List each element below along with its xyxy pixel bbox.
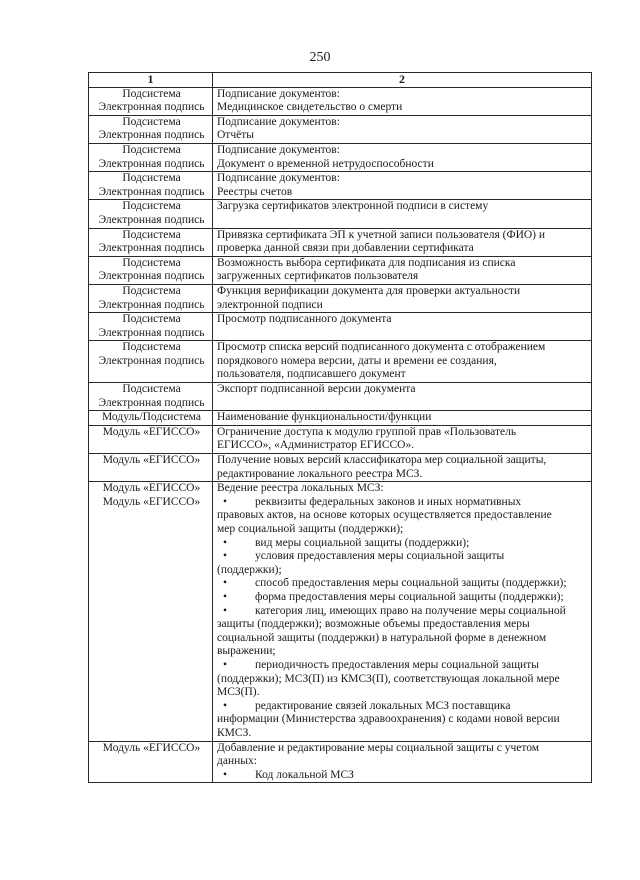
module-cell <box>89 383 213 411</box>
function-text: Просмотр списка версий подписанного документа с отображением <box>217 341 546 354</box>
module-name: Модуль «ЕГИССО» <box>102 454 201 467</box>
bullet-line <box>217 550 589 564</box>
table-row <box>89 741 592 783</box>
function-text: Подписание документов: <box>217 143 340 156</box>
column-header-1: 1 <box>89 73 213 88</box>
module-cell <box>89 454 213 482</box>
function-text: Получение новых версий классификатора мер социальной защиты, <box>217 454 547 467</box>
table-row <box>89 143 592 171</box>
module-name: Подсистема <box>122 228 181 241</box>
bullet-icon: • <box>223 495 228 508</box>
function-cell <box>213 143 592 171</box>
bullet-text: реквизиты федеральных законов и иных нормативных <box>255 495 522 508</box>
bullet-text: (поддержки); <box>217 563 282 576</box>
table-row <box>89 200 592 228</box>
function-text: Подписание документов: <box>217 172 340 185</box>
bullet-icon: • <box>223 658 228 671</box>
module-name: Электронная подпись <box>98 270 205 283</box>
function-cell <box>213 115 592 143</box>
module-cell <box>89 425 213 453</box>
function-cell <box>213 425 592 453</box>
bullet-item <box>217 605 589 659</box>
module-name: Подсистема <box>122 341 181 354</box>
function-text: Медицинское свидетельство о смерти <box>217 101 403 114</box>
bullet-line <box>217 659 589 673</box>
module-name: Подсистема <box>122 256 181 269</box>
function-text: Подписание документов: <box>217 115 340 128</box>
function-text: Ограничение доступа к модулю группой прав «Пользователь <box>217 425 517 438</box>
module-name: Электронная подпись <box>98 213 205 226</box>
bullet-text: правовых актов, на основе которых осуществляется предоставление <box>217 509 552 522</box>
function-text: Функция верификации документа для проверки актуальности <box>217 284 521 297</box>
table-row <box>89 383 592 411</box>
bullet-text: МСЗ(П). <box>217 686 260 699</box>
function-text: Привязка сертификата ЭП к учетной записи пользователя (ФИО) и <box>217 228 546 241</box>
module-cell <box>89 143 213 171</box>
module-name: Модуль «ЕГИССО» <box>102 425 201 438</box>
function-cell <box>213 87 592 115</box>
bullet-text: категория лиц, имеющих право на получение меры социальной <box>255 604 566 617</box>
function-cell <box>213 284 592 312</box>
bullet-line <box>217 686 589 700</box>
bullet-line <box>217 523 589 537</box>
function-intro: данных: <box>217 755 257 768</box>
bullet-text: форма предоставления меры социальной защиты (поддержки); <box>255 590 564 603</box>
function-cell <box>213 454 592 482</box>
function-text: Возможность выбора сертификата для подписания из списка <box>217 256 516 269</box>
table-row <box>89 411 592 426</box>
module-name: Подсистема <box>122 313 181 326</box>
module-name: Электронная подпись <box>98 354 205 367</box>
table-row <box>89 425 592 453</box>
bullet-item <box>217 700 589 741</box>
module-name: Подсистема <box>122 383 181 396</box>
bullet-text: мер социальной защиты (поддержки); <box>217 523 404 535</box>
bullet-line <box>217 537 589 551</box>
table-row <box>89 115 592 143</box>
bullet-icon: • <box>223 550 228 563</box>
table-row <box>89 454 592 482</box>
bullet-text: периодичность предоставления меры социальной защиты <box>255 658 539 671</box>
module-name: Электронная подпись <box>98 157 205 170</box>
table-header-row <box>89 73 592 88</box>
bullet-text: выражении; <box>217 645 276 658</box>
bullet-item <box>217 537 589 551</box>
table-row <box>89 313 592 341</box>
function-cell <box>213 411 592 426</box>
bullet-text: способ предоставления меры социальной защиты (поддержки); <box>255 577 567 590</box>
bullet-line <box>217 577 589 591</box>
function-text: Подписание документов: <box>217 87 340 100</box>
function-text: Экспорт подписанной версии документа <box>217 383 416 396</box>
module-cell <box>89 741 213 783</box>
bullet-item <box>217 496 589 537</box>
table-row <box>89 256 592 284</box>
function-intro: Ведение реестра локальных МСЗ: <box>217 482 384 495</box>
table-row <box>89 284 592 312</box>
function-text: порядкового номера версии, даты и времени ее создания, <box>217 354 497 367</box>
page-number: 250 <box>309 50 331 65</box>
bullet-line <box>217 673 589 687</box>
function-intro: Добавление и редактирование меры социальной защиты с учетом <box>217 741 540 754</box>
function-cell <box>213 341 592 383</box>
bullet-line <box>217 496 589 510</box>
module-name: Подсистема <box>122 200 181 213</box>
bullet-item <box>217 591 589 605</box>
bullet-text: условия предоставления меры социальной защиты <box>255 550 505 563</box>
function-text: пользователя, подписавшего документ <box>217 368 406 381</box>
module-cell <box>89 313 213 341</box>
module-cell <box>89 341 213 383</box>
module-cell <box>89 256 213 284</box>
function-text: проверка данной связи при добавлении сертификата <box>217 242 474 255</box>
functionality-table <box>88 72 592 783</box>
module-name: Модуль «ЕГИССО» <box>102 482 201 495</box>
function-cell <box>213 256 592 284</box>
function-text: электронной подписи <box>217 298 323 311</box>
module-name: Электронная подпись <box>98 298 205 311</box>
bullet-icon: • <box>223 590 228 603</box>
function-text: Наименование функциональности/функции <box>217 411 432 424</box>
bullet-icon: • <box>223 536 228 549</box>
column-header-2: 2 <box>213 73 592 88</box>
bullet-text: редактирование связей локальных МСЗ поставщика <box>255 699 511 712</box>
module-name: Электронная подпись <box>98 185 205 198</box>
bullet-line <box>217 713 589 727</box>
module-name: Подсистема <box>122 143 181 156</box>
module-cell <box>89 228 213 256</box>
module-name: Модуль/Подсистема <box>101 411 201 424</box>
bullet-line <box>217 727 589 741</box>
bullet-item <box>217 577 589 591</box>
bullet-text: Код локальной МСЗ <box>255 768 354 781</box>
function-text: Документ о временной нетрудоспособности <box>217 157 434 170</box>
bullet-icon: • <box>223 604 228 617</box>
module-cell <box>89 172 213 200</box>
bullet-line <box>217 700 589 714</box>
function-cell <box>213 741 592 783</box>
bullet-icon: • <box>223 699 228 712</box>
bullet-item <box>217 769 589 783</box>
module-cell <box>89 482 213 741</box>
bullet-line <box>217 618 589 632</box>
module-name: Подсистема <box>122 284 181 297</box>
module-name: Подсистема <box>122 115 181 128</box>
bullet-line <box>217 591 589 605</box>
module-name: Подсистема <box>122 87 181 100</box>
function-cell <box>213 228 592 256</box>
module-name: Электронная подпись <box>98 326 205 339</box>
bullet-line <box>217 632 589 646</box>
module-cell <box>89 411 213 426</box>
module-name: Электронная подпись <box>98 396 205 409</box>
bullet-text: КМСЗ. <box>217 726 252 739</box>
table-row <box>89 228 592 256</box>
bullet-line <box>217 645 589 659</box>
bullet-text: информации (Министерства здравоохранения) с кодами новой версии <box>217 713 560 726</box>
module-cell <box>89 284 213 312</box>
bullet-line <box>217 509 589 523</box>
bullet-item <box>217 659 589 700</box>
bullet-line <box>217 769 589 783</box>
function-cell <box>213 200 592 228</box>
bullet-icon: • <box>223 768 228 781</box>
function-text: ЕГИССО», «Администратор ЕГИССО». <box>217 439 415 452</box>
bullet-line <box>217 605 589 619</box>
bullet-line <box>217 564 589 578</box>
module-name: Электронная подпись <box>98 129 205 142</box>
module-name: Электронная подпись <box>98 101 205 114</box>
function-text: Отчёты <box>217 129 254 142</box>
bullet-item <box>217 550 589 577</box>
module-cell <box>89 200 213 228</box>
function-cell <box>213 482 592 741</box>
bullet-text: защиты (поддержки); возможные объемы предоставления меры <box>217 618 530 631</box>
bullet-icon: • <box>223 577 228 590</box>
module-name: Электронная подпись <box>98 242 205 255</box>
function-cell <box>213 313 592 341</box>
bullet-text: вид меры социальной защиты (поддержки); <box>255 536 470 549</box>
module-cell <box>89 87 213 115</box>
module-name: Модуль «ЕГИССО» <box>102 495 201 508</box>
bullet-text: социальной защиты (поддержки) в натуральной форме в денежном <box>217 631 547 644</box>
bullet-text: (поддержки); МСЗ(П) из КМСЗ(П), соответствующая локальной мере <box>217 672 560 685</box>
function-cell <box>213 172 592 200</box>
module-name: Модуль «ЕГИССО» <box>102 741 201 754</box>
function-text: Загрузка сертификатов электронной подписи в систему <box>217 200 489 213</box>
function-text: Просмотр подписанного документа <box>217 313 392 326</box>
function-text: редактирование локального реестра МСЗ. <box>217 467 423 480</box>
function-text: загруженных сертификатов пользователя <box>217 270 419 283</box>
module-cell <box>89 115 213 143</box>
table-row <box>89 87 592 115</box>
function-cell <box>213 383 592 411</box>
table-row <box>89 172 592 200</box>
table-row <box>89 482 592 741</box>
table-row <box>89 341 592 383</box>
module-name: Подсистема <box>122 172 181 185</box>
function-text: Реестры счетов <box>217 185 293 198</box>
